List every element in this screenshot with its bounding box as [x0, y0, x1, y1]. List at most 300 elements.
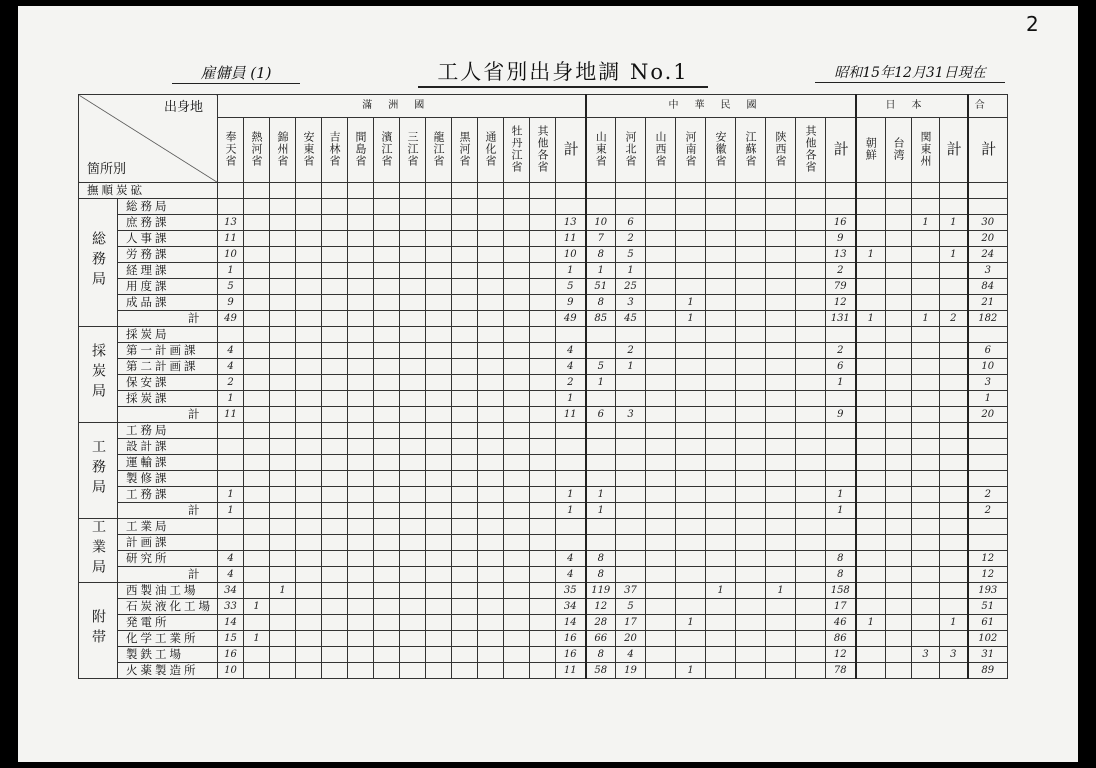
count-cell: 9: [556, 295, 586, 311]
count-cell: [886, 439, 912, 455]
count-cell: [796, 471, 826, 487]
count-cell: [244, 375, 270, 391]
count-cell: [886, 295, 912, 311]
column-header-8: [426, 118, 452, 183]
count-cell: [478, 551, 504, 567]
count-cell: [374, 647, 400, 663]
count-cell: [706, 183, 736, 199]
count-cell: [796, 615, 826, 631]
count-cell: [504, 583, 530, 599]
count-cell: [374, 215, 400, 231]
count-cell: [296, 359, 322, 375]
count-cell: [322, 311, 348, 327]
count-cell: [244, 647, 270, 663]
count-cell: [426, 455, 452, 471]
count-cell: [426, 471, 452, 487]
count-cell: [676, 439, 706, 455]
count-cell: 51: [968, 599, 1008, 615]
subtotal-label: 計: [118, 407, 218, 423]
section-label-text: 総務局: [90, 231, 106, 291]
count-cell: [244, 391, 270, 407]
count-cell: [400, 663, 426, 679]
count-cell: [400, 647, 426, 663]
count-cell: [646, 471, 676, 487]
count-cell: [478, 663, 504, 679]
count-cell: [886, 199, 912, 215]
count-cell: [244, 295, 270, 311]
count-cell: [646, 327, 676, 343]
count-cell: [478, 567, 504, 583]
count-cell: 11: [556, 407, 586, 423]
count-cell: [646, 599, 676, 615]
column-header-15: [616, 118, 646, 183]
count-cell: [244, 663, 270, 679]
table-row: [79, 327, 1008, 343]
group-grand-total: 合: [968, 95, 1008, 118]
count-cell: [244, 215, 270, 231]
count-cell: [348, 535, 374, 551]
count-cell: [244, 439, 270, 455]
count-cell: 1: [218, 263, 244, 279]
count-cell: 84: [968, 279, 1008, 295]
count-cell: [940, 487, 968, 503]
count-cell: [616, 503, 646, 519]
count-cell: [296, 439, 322, 455]
count-cell: [270, 359, 296, 375]
count-cell: [400, 503, 426, 519]
count-cell: [504, 407, 530, 423]
column-header-label: 牡丹江省: [510, 124, 523, 173]
table-row: [79, 663, 1008, 679]
count-cell: [766, 647, 796, 663]
count-cell: [452, 663, 478, 679]
count-cell: [400, 279, 426, 295]
count-cell: [886, 343, 912, 359]
company-label: 撫順炭砿: [79, 183, 218, 199]
count-cell: [968, 439, 1008, 455]
count-cell: [322, 215, 348, 231]
count-cell: [244, 311, 270, 327]
count-cell: [348, 471, 374, 487]
count-cell: [706, 327, 736, 343]
count-cell: [706, 279, 736, 295]
count-cell: 1: [826, 503, 856, 519]
count-cell: [270, 455, 296, 471]
count-cell: [374, 615, 400, 631]
count-cell: [348, 263, 374, 279]
count-cell: [886, 471, 912, 487]
count-cell: [940, 535, 968, 551]
count-cell: [270, 647, 296, 663]
count-cell: 1: [766, 583, 796, 599]
count-cell: 21: [968, 295, 1008, 311]
table-row: [79, 423, 1008, 439]
count-cell: [766, 231, 796, 247]
count-cell: [322, 663, 348, 679]
count-cell: [856, 519, 886, 535]
column-header-label: 間島省: [354, 130, 367, 167]
count-cell: [886, 647, 912, 663]
count-cell: [244, 199, 270, 215]
count-cell: [676, 519, 706, 535]
count-cell: [400, 535, 426, 551]
count-cell: [218, 423, 244, 439]
count-cell: [270, 199, 296, 215]
count-cell: [374, 583, 400, 599]
count-cell: [736, 455, 766, 471]
count-cell: [556, 327, 586, 343]
column-header-label: 龍江省: [432, 130, 445, 167]
count-cell: [826, 455, 856, 471]
count-cell: 25: [616, 279, 646, 295]
count-cell: [452, 583, 478, 599]
count-cell: [856, 199, 886, 215]
count-cell: [296, 551, 322, 567]
count-cell: [676, 407, 706, 423]
count-cell: 6: [586, 407, 616, 423]
count-cell: 45: [616, 311, 646, 327]
count-cell: 102: [968, 631, 1008, 647]
count-cell: [348, 439, 374, 455]
count-cell: [940, 279, 968, 295]
count-cell: [736, 519, 766, 535]
count-cell: [796, 391, 826, 407]
table-row: [79, 551, 1008, 567]
count-cell: [706, 439, 736, 455]
count-cell: [244, 359, 270, 375]
count-cell: [826, 535, 856, 551]
count-cell: [826, 183, 856, 199]
count-cell: [426, 615, 452, 631]
count-cell: 3: [616, 295, 646, 311]
count-cell: [504, 615, 530, 631]
count-cell: [706, 199, 736, 215]
count-cell: [886, 279, 912, 295]
count-cell: [586, 199, 616, 215]
count-cell: [452, 551, 478, 567]
count-cell: 28: [586, 615, 616, 631]
count-cell: 4: [218, 567, 244, 583]
count-cell: [452, 615, 478, 631]
count-cell: [478, 535, 504, 551]
count-cell: [766, 279, 796, 295]
count-cell: [426, 487, 452, 503]
count-cell: [478, 471, 504, 487]
count-cell: [530, 423, 556, 439]
count-cell: 78: [826, 663, 856, 679]
table-row: [79, 599, 1008, 615]
column-header-label: 其他各省: [804, 124, 817, 173]
count-cell: [736, 375, 766, 391]
row-label: 庶務課: [118, 215, 218, 231]
count-cell: [374, 487, 400, 503]
count-cell: [912, 487, 940, 503]
count-cell: [374, 407, 400, 423]
count-cell: [646, 311, 676, 327]
count-cell: 20: [968, 407, 1008, 423]
count-cell: 1: [270, 583, 296, 599]
count-cell: [374, 663, 400, 679]
count-cell: 4: [556, 359, 586, 375]
count-cell: [676, 375, 706, 391]
count-cell: 10: [218, 247, 244, 263]
count-cell: [796, 375, 826, 391]
count-cell: [940, 551, 968, 567]
count-cell: [400, 231, 426, 247]
group-manchukuo: 滿洲國: [218, 95, 586, 118]
count-cell: [244, 551, 270, 567]
count-cell: [646, 439, 676, 455]
count-cell: 30: [968, 215, 1008, 231]
count-cell: [296, 263, 322, 279]
section-label: [79, 519, 118, 583]
count-cell: 85: [586, 311, 616, 327]
column-header-label: 通化省: [484, 130, 497, 167]
count-cell: [886, 551, 912, 567]
count-cell: [270, 503, 296, 519]
count-cell: [676, 487, 706, 503]
count-cell: 131: [826, 311, 856, 327]
section-label-text: 採炭局: [90, 343, 106, 403]
count-cell: [586, 519, 616, 535]
column-header-26: [940, 118, 968, 183]
count-cell: [940, 375, 968, 391]
count-cell: [426, 631, 452, 647]
count-cell: [912, 375, 940, 391]
count-cell: [348, 327, 374, 343]
count-cell: [270, 295, 296, 311]
count-cell: [322, 647, 348, 663]
count-cell: [856, 375, 886, 391]
count-cell: [706, 551, 736, 567]
count-cell: [796, 231, 826, 247]
count-cell: [796, 247, 826, 263]
count-cell: [400, 247, 426, 263]
count-cell: [400, 471, 426, 487]
count-cell: [348, 583, 374, 599]
count-cell: [616, 183, 646, 199]
count-cell: [452, 183, 478, 199]
count-cell: [322, 519, 348, 535]
count-cell: 4: [556, 567, 586, 583]
column-header-label: 奉天省: [224, 130, 237, 167]
count-cell: [478, 407, 504, 423]
count-cell: [218, 439, 244, 455]
table-row: [79, 199, 1008, 215]
count-cell: [426, 647, 452, 663]
count-cell: [886, 215, 912, 231]
count-cell: 4: [556, 343, 586, 359]
count-cell: [322, 615, 348, 631]
count-cell: [796, 503, 826, 519]
count-cell: [426, 183, 452, 199]
count-cell: [244, 567, 270, 583]
count-cell: [856, 535, 886, 551]
count-cell: [886, 231, 912, 247]
count-cell: [856, 359, 886, 375]
count-cell: [400, 423, 426, 439]
count-cell: [706, 535, 736, 551]
count-cell: [296, 343, 322, 359]
table-row: [79, 583, 1008, 599]
count-cell: 1: [616, 263, 646, 279]
count-cell: [940, 423, 968, 439]
count-cell: [912, 183, 940, 199]
count-cell: [348, 663, 374, 679]
count-cell: [530, 647, 556, 663]
count-cell: [796, 631, 826, 647]
count-cell: [706, 503, 736, 519]
count-cell: [796, 567, 826, 583]
count-cell: [766, 503, 796, 519]
count-cell: [530, 263, 556, 279]
count-cell: [244, 471, 270, 487]
table-row: [79, 215, 1008, 231]
count-cell: [400, 583, 426, 599]
count-cell: [348, 231, 374, 247]
count-cell: [296, 375, 322, 391]
count-cell: 2: [826, 263, 856, 279]
row-label: 工務課: [118, 487, 218, 503]
count-cell: [856, 279, 886, 295]
count-cell: 24: [968, 247, 1008, 263]
count-cell: 4: [616, 647, 646, 663]
count-cell: [504, 471, 530, 487]
count-cell: [766, 455, 796, 471]
count-cell: [940, 519, 968, 535]
count-cell: [676, 263, 706, 279]
count-cell: [504, 295, 530, 311]
count-cell: [504, 535, 530, 551]
count-cell: [856, 183, 886, 199]
count-cell: [452, 471, 478, 487]
count-cell: [912, 439, 940, 455]
table-row: [79, 487, 1008, 503]
count-cell: [706, 263, 736, 279]
count-cell: [270, 231, 296, 247]
count-cell: [374, 471, 400, 487]
count-cell: [646, 503, 676, 519]
count-cell: [912, 503, 940, 519]
count-cell: [856, 423, 886, 439]
count-cell: 13: [826, 247, 856, 263]
count-cell: [826, 391, 856, 407]
count-cell: [244, 503, 270, 519]
count-cell: [912, 407, 940, 423]
count-cell: 1: [912, 215, 940, 231]
count-cell: [530, 183, 556, 199]
count-cell: [452, 487, 478, 503]
count-cell: [426, 327, 452, 343]
count-cell: 33: [218, 599, 244, 615]
count-cell: 2: [940, 311, 968, 327]
count-cell: [244, 231, 270, 247]
count-cell: [646, 343, 676, 359]
count-cell: 12: [826, 647, 856, 663]
count-cell: [348, 487, 374, 503]
count-cell: [706, 423, 736, 439]
count-cell: [400, 631, 426, 647]
table-row: [79, 295, 1008, 311]
count-cell: 1: [556, 503, 586, 519]
count-cell: 5: [586, 359, 616, 375]
count-cell: 1: [586, 375, 616, 391]
count-cell: [478, 423, 504, 439]
count-cell: [766, 535, 796, 551]
count-cell: [646, 183, 676, 199]
count-cell: [244, 247, 270, 263]
count-cell: [400, 183, 426, 199]
count-cell: 2: [826, 343, 856, 359]
count-cell: [374, 199, 400, 215]
count-cell: [478, 231, 504, 247]
count-cell: [478, 359, 504, 375]
count-cell: [886, 503, 912, 519]
count-cell: [646, 279, 676, 295]
count-cell: [736, 471, 766, 487]
count-cell: [374, 567, 400, 583]
count-cell: 3: [940, 647, 968, 663]
count-cell: [452, 295, 478, 311]
count-cell: [504, 231, 530, 247]
count-cell: [796, 663, 826, 679]
column-header-18: [706, 118, 736, 183]
count-cell: [912, 551, 940, 567]
count-cell: [706, 375, 736, 391]
count-cell: [218, 535, 244, 551]
count-cell: [796, 551, 826, 567]
count-cell: 1: [856, 311, 886, 327]
count-cell: [426, 551, 452, 567]
count-cell: [530, 279, 556, 295]
column-header-label: 熱河省: [250, 130, 263, 167]
count-cell: [912, 295, 940, 311]
count-cell: 2: [968, 487, 1008, 503]
count-cell: [322, 375, 348, 391]
count-cell: [912, 247, 940, 263]
count-cell: [244, 615, 270, 631]
count-cell: [616, 551, 646, 567]
row-label: 第二計画課: [118, 359, 218, 375]
row-label: 発電所: [118, 615, 218, 631]
count-cell: [646, 423, 676, 439]
count-cell: 1: [706, 583, 736, 599]
count-cell: 1: [968, 391, 1008, 407]
count-cell: [556, 455, 586, 471]
count-cell: [736, 359, 766, 375]
count-cell: [676, 231, 706, 247]
count-cell: 193: [968, 583, 1008, 599]
count-cell: [766, 615, 796, 631]
count-cell: [322, 199, 348, 215]
count-cell: [270, 263, 296, 279]
corner-cell: [79, 95, 218, 183]
count-cell: [968, 199, 1008, 215]
count-cell: [886, 567, 912, 583]
count-cell: [504, 391, 530, 407]
count-cell: [796, 487, 826, 503]
count-cell: [296, 471, 322, 487]
count-cell: 15: [218, 631, 244, 647]
count-cell: [646, 391, 676, 407]
count-cell: 49: [218, 311, 244, 327]
count-cell: [270, 615, 296, 631]
column-header-2: [270, 118, 296, 183]
table-row: [79, 359, 1008, 375]
count-cell: [244, 535, 270, 551]
count-cell: [478, 247, 504, 263]
count-cell: [426, 247, 452, 263]
